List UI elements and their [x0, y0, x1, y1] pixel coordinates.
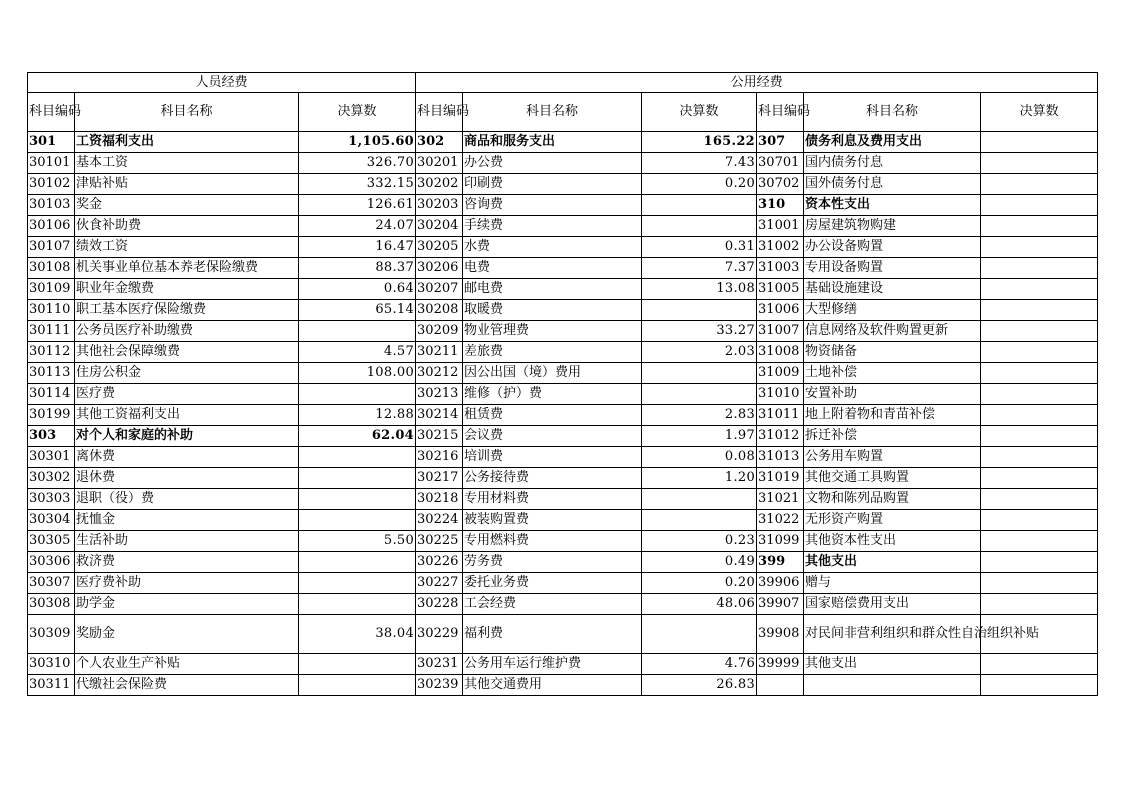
account-code-cell: 31008: [757, 342, 804, 363]
amount-cell: 1.20: [642, 468, 757, 489]
account-name-cell: 专用燃料费: [463, 531, 642, 552]
account-code-cell: 30229: [416, 615, 463, 654]
account-name-cell: 助学金: [75, 594, 299, 615]
account-code-cell: 30208: [416, 300, 463, 321]
account-code-cell: 30311: [28, 675, 75, 696]
amount-cell: [981, 510, 1098, 531]
account-code-cell: 30206: [416, 258, 463, 279]
amount-cell: [299, 384, 416, 405]
account-code-cell: 30207: [416, 279, 463, 300]
account-name-cell: 个人农业生产补贴: [75, 654, 299, 675]
account-code-cell: 302: [416, 132, 463, 153]
amount-cell: [642, 363, 757, 384]
table-row: [28, 447, 1098, 468]
account-code-cell: 30213: [416, 384, 463, 405]
account-code-cell: 30302: [28, 468, 75, 489]
public-expense-header: 公用经费: [416, 73, 1098, 93]
amount-cell: [981, 300, 1098, 321]
amount-cell: 48.06: [642, 594, 757, 615]
account-name-cell: 工会经费: [463, 594, 642, 615]
account-name-cell: 拆迁补偿: [804, 426, 981, 447]
amount-cell: 0.20: [642, 573, 757, 594]
account-name-cell: 租赁费: [463, 405, 642, 426]
column-header-row: [28, 93, 1098, 132]
column-header-code: 科目编码: [757, 93, 804, 132]
account-code-cell: 30215: [416, 426, 463, 447]
account-code-cell: 30218: [416, 489, 463, 510]
amount-cell: [981, 279, 1098, 300]
amount-cell: 126.61: [299, 195, 416, 216]
account-name-cell: 专用设备购置: [804, 258, 981, 279]
table-row: [28, 384, 1098, 405]
account-name-cell: 债务利息及费用支出: [804, 132, 981, 153]
account-name-cell: 伙食补助费: [75, 216, 299, 237]
amount-cell: 0.23: [642, 531, 757, 552]
account-name-cell: 国内债务付息: [804, 153, 981, 174]
amount-cell: [642, 300, 757, 321]
table-row: [28, 237, 1098, 258]
account-code-cell: 30301: [28, 447, 75, 468]
amount-cell: [642, 216, 757, 237]
account-code-cell: 399: [757, 552, 804, 573]
account-name-cell: 其他交通费用: [463, 675, 642, 696]
table-row: [28, 510, 1098, 531]
table-row: [28, 573, 1098, 594]
account-code-cell: 30107: [28, 237, 75, 258]
account-name-cell: 其他支出: [804, 654, 981, 675]
table-row: [28, 552, 1098, 573]
account-name-cell: 退休费: [75, 468, 299, 489]
account-code-cell: 30224: [416, 510, 463, 531]
account-name-cell: 公务用车购置: [804, 447, 981, 468]
column-header-amount: 决算数: [299, 93, 416, 132]
account-name-cell: 被装购置费: [463, 510, 642, 531]
amount-cell: [299, 510, 416, 531]
amount-cell: [642, 384, 757, 405]
account-name-cell: 信息网络及软件购置更新: [804, 321, 981, 342]
table-row: [28, 675, 1098, 696]
amount-cell: [299, 594, 416, 615]
account-code-cell: 30108: [28, 258, 75, 279]
account-code-cell: 31003: [757, 258, 804, 279]
account-name-cell: 奖金: [75, 195, 299, 216]
account-code-cell: 30111: [28, 321, 75, 342]
amount-cell: [981, 468, 1098, 489]
amount-cell: 0.49: [642, 552, 757, 573]
account-code-cell: 301: [28, 132, 75, 153]
account-code-cell: 39906: [757, 573, 804, 594]
account-name-cell: 大型修缮: [804, 300, 981, 321]
amount-cell: 12.88: [299, 405, 416, 426]
account-code-cell: 31022: [757, 510, 804, 531]
table-row: [28, 342, 1098, 363]
amount-cell: [981, 363, 1098, 384]
account-name-cell: 其他交通工具购置: [804, 468, 981, 489]
amount-cell: 88.37: [299, 258, 416, 279]
account-code-cell: 31019: [757, 468, 804, 489]
amount-cell: [981, 132, 1098, 153]
table-body: [28, 132, 1098, 696]
account-name-cell: 因公出国（境）费用: [463, 363, 642, 384]
amount-cell: [981, 426, 1098, 447]
account-name-cell: 职工基本医疗保险缴费: [75, 300, 299, 321]
account-code-cell: 30225: [416, 531, 463, 552]
account-name-cell: 其他支出: [804, 552, 981, 573]
table-row: [28, 258, 1098, 279]
amount-cell: [981, 174, 1098, 195]
account-name-cell: 医疗费: [75, 384, 299, 405]
account-name-cell: 国外债务付息: [804, 174, 981, 195]
amount-cell: 2.83: [642, 405, 757, 426]
account-code-cell: 30310: [28, 654, 75, 675]
account-name-cell: 土地补偿: [804, 363, 981, 384]
account-code-cell: 31021: [757, 489, 804, 510]
account-name-cell: 对个人和家庭的补助: [75, 426, 299, 447]
group-header-row: [28, 73, 1098, 93]
account-name-cell: 物资储备: [804, 342, 981, 363]
amount-cell: [981, 675, 1098, 696]
table-row: [28, 489, 1098, 510]
amount-cell: [981, 342, 1098, 363]
amount-cell: 2.03: [642, 342, 757, 363]
account-name-cell: 绩效工资: [75, 237, 299, 258]
account-code-cell: 30701: [757, 153, 804, 174]
column-header-code: 科目编码: [416, 93, 463, 132]
account-name-cell: 物业管理费: [463, 321, 642, 342]
table-row: [28, 174, 1098, 195]
account-name-cell: 邮电费: [463, 279, 642, 300]
account-code-cell: 31006: [757, 300, 804, 321]
account-name-cell: 代缴社会保险费: [75, 675, 299, 696]
account-code-cell: 30205: [416, 237, 463, 258]
account-code-cell: 30204: [416, 216, 463, 237]
amount-cell: 4.76: [642, 654, 757, 675]
account-name-cell: 国家赔偿费用支出: [804, 594, 981, 615]
column-header-name: 科目名称: [463, 93, 642, 132]
account-name-cell: 咨询费: [463, 195, 642, 216]
table-row: [28, 405, 1098, 426]
account-code-cell: 30103: [28, 195, 75, 216]
account-name-cell: 赠与: [804, 573, 981, 594]
account-code-cell: 31009: [757, 363, 804, 384]
amount-cell: [299, 447, 416, 468]
account-code-cell: 30216: [416, 447, 463, 468]
account-name-cell: 工资福利支出: [75, 132, 299, 153]
table-row: [28, 321, 1098, 342]
account-code-cell: 31011: [757, 405, 804, 426]
table-row: [28, 216, 1098, 237]
account-name-cell: 取暖费: [463, 300, 642, 321]
account-name-cell: 差旅费: [463, 342, 642, 363]
amount-cell: 33.27: [642, 321, 757, 342]
account-name-cell: 职业年金缴费: [75, 279, 299, 300]
account-code-cell: 31012: [757, 426, 804, 447]
account-name-cell: 住房公积金: [75, 363, 299, 384]
table-row: [28, 426, 1098, 447]
amount-cell: [299, 654, 416, 675]
amount-cell: [981, 258, 1098, 279]
account-name-cell: 基础设施建设: [804, 279, 981, 300]
amount-cell: [299, 675, 416, 696]
account-code-cell: 31002: [757, 237, 804, 258]
amount-cell: 332.15: [299, 174, 416, 195]
amount-cell: 0.08: [642, 447, 757, 468]
amount-cell: [299, 489, 416, 510]
account-code-cell: 30214: [416, 405, 463, 426]
amount-cell: [981, 384, 1098, 405]
amount-cell: 65.14: [299, 300, 416, 321]
account-name-cell: 其他资本性支出: [804, 531, 981, 552]
amount-cell: 16.47: [299, 237, 416, 258]
account-name-cell: 离休费: [75, 447, 299, 468]
account-name-cell: 办公费: [463, 153, 642, 174]
amount-cell: 38.04: [299, 615, 416, 654]
amount-cell: 1.97: [642, 426, 757, 447]
account-name-cell: 商品和服务支出: [463, 132, 642, 153]
amount-cell: [981, 195, 1098, 216]
amount-cell: [981, 552, 1098, 573]
account-code-cell: 30217: [416, 468, 463, 489]
account-code-cell: 30203: [416, 195, 463, 216]
account-name-cell: [804, 675, 981, 696]
account-code-cell: 30110: [28, 300, 75, 321]
amount-cell: [981, 321, 1098, 342]
account-code-cell: 30308: [28, 594, 75, 615]
amount-cell: [642, 615, 757, 654]
table-row: [28, 531, 1098, 552]
account-name-cell: 文物和陈列品购置: [804, 489, 981, 510]
account-code-cell: 30227: [416, 573, 463, 594]
account-code-cell: 310: [757, 195, 804, 216]
account-name-cell: 医疗费补助: [75, 573, 299, 594]
amount-cell: 0.20: [642, 174, 757, 195]
amount-cell: 326.70: [299, 153, 416, 174]
column-header-name: 科目名称: [804, 93, 981, 132]
account-code-cell: 30212: [416, 363, 463, 384]
amount-cell: [981, 489, 1098, 510]
account-name-cell: 安置补助: [804, 384, 981, 405]
column-header-name: 科目名称: [75, 93, 299, 132]
account-code-cell: 30307: [28, 573, 75, 594]
account-code-cell: 30112: [28, 342, 75, 363]
table-row: [28, 300, 1098, 321]
account-code-cell: 30309: [28, 615, 75, 654]
account-code-cell: 31007: [757, 321, 804, 342]
account-name-cell: 福利费: [463, 615, 642, 654]
account-name-cell: 手续费: [463, 216, 642, 237]
amount-cell: [299, 573, 416, 594]
account-name-cell: 劳务费: [463, 552, 642, 573]
amount-cell: 26.83: [642, 675, 757, 696]
account-code-cell: 30226: [416, 552, 463, 573]
amount-cell: [981, 594, 1098, 615]
amount-cell: [981, 654, 1098, 675]
account-name-cell: 培训费: [463, 447, 642, 468]
amount-cell: 5.50: [299, 531, 416, 552]
account-name-cell: 对民间非营利组织和群众性自治组织补贴: [804, 615, 981, 654]
account-name-cell: 奖励金: [75, 615, 299, 654]
account-code-cell: 30113: [28, 363, 75, 384]
account-code-cell: [757, 675, 804, 696]
account-code-cell: 30201: [416, 153, 463, 174]
amount-cell: [642, 195, 757, 216]
amount-cell: 165.22: [642, 132, 757, 153]
amount-cell: [299, 552, 416, 573]
account-code-cell: 307: [757, 132, 804, 153]
column-header-code: 科目编码: [28, 93, 75, 132]
table-row: [28, 363, 1098, 384]
account-name-cell: 办公设备购置: [804, 237, 981, 258]
account-code-cell: 30114: [28, 384, 75, 405]
account-name-cell: 水费: [463, 237, 642, 258]
table-row: [28, 279, 1098, 300]
account-code-cell: 30202: [416, 174, 463, 195]
table-row: [28, 195, 1098, 216]
amount-cell: [299, 321, 416, 342]
table-row: [28, 654, 1098, 675]
amount-cell: 7.43: [642, 153, 757, 174]
account-name-cell: 救济费: [75, 552, 299, 573]
account-name-cell: 印刷费: [463, 174, 642, 195]
account-code-cell: 31099: [757, 531, 804, 552]
table-row: [28, 132, 1098, 153]
account-code-cell: 31001: [757, 216, 804, 237]
account-code-cell: 30228: [416, 594, 463, 615]
account-code-cell: 30199: [28, 405, 75, 426]
account-name-cell: 专用材料费: [463, 489, 642, 510]
amount-cell: 1,105.60: [299, 132, 416, 153]
amount-cell: 0.31: [642, 237, 757, 258]
account-code-cell: 30305: [28, 531, 75, 552]
amount-cell: 13.08: [642, 279, 757, 300]
amount-cell: 4.57: [299, 342, 416, 363]
amount-cell: [981, 573, 1098, 594]
amount-cell: [299, 468, 416, 489]
amount-cell: [642, 489, 757, 510]
account-name-cell: 退职（役）费: [75, 489, 299, 510]
account-code-cell: 31013: [757, 447, 804, 468]
account-name-cell: 基本工资: [75, 153, 299, 174]
amount-cell: [981, 531, 1098, 552]
amount-cell: 24.07: [299, 216, 416, 237]
amount-cell: [981, 447, 1098, 468]
account-code-cell: 39999: [757, 654, 804, 675]
account-name-cell: 生活补助: [75, 531, 299, 552]
account-code-cell: 30306: [28, 552, 75, 573]
account-name-cell: 其他社会保障缴费: [75, 342, 299, 363]
column-header-amount: 决算数: [981, 93, 1098, 132]
amount-cell: [981, 405, 1098, 426]
account-code-cell: 30109: [28, 279, 75, 300]
table-row: [28, 615, 1098, 654]
account-code-cell: 30101: [28, 153, 75, 174]
table-row: [28, 468, 1098, 489]
account-code-cell: 30702: [757, 174, 804, 195]
amount-cell: [981, 237, 1098, 258]
account-code-cell: 30102: [28, 174, 75, 195]
account-code-cell: 30211: [416, 342, 463, 363]
amount-cell: [642, 510, 757, 531]
account-code-cell: 30239: [416, 675, 463, 696]
amount-cell: 0.64: [299, 279, 416, 300]
budget-table: [27, 72, 1098, 696]
account-name-cell: 资本性支出: [804, 195, 981, 216]
account-name-cell: 抚恤金: [75, 510, 299, 531]
account-code-cell: 30304: [28, 510, 75, 531]
account-name-cell: 其他工资福利支出: [75, 405, 299, 426]
account-name-cell: 电费: [463, 258, 642, 279]
account-code-cell: 30209: [416, 321, 463, 342]
amount-cell: [981, 216, 1098, 237]
account-name-cell: 公务员医疗补助缴费: [75, 321, 299, 342]
account-code-cell: 39908: [757, 615, 804, 654]
account-name-cell: 会议费: [463, 426, 642, 447]
amount-cell: 7.37: [642, 258, 757, 279]
column-header-amount: 决算数: [642, 93, 757, 132]
account-name-cell: 维修（护）费: [463, 384, 642, 405]
account-code-cell: 30106: [28, 216, 75, 237]
account-name-cell: 津贴补贴: [75, 174, 299, 195]
amount-cell: [981, 153, 1098, 174]
account-code-cell: 30231: [416, 654, 463, 675]
account-name-cell: 委托业务费: [463, 573, 642, 594]
amount-cell: 62.04: [299, 426, 416, 447]
account-name-cell: 地上附着物和青苗补偿: [804, 405, 981, 426]
account-code-cell: 31010: [757, 384, 804, 405]
account-code-cell: 31005: [757, 279, 804, 300]
account-name-cell: 房屋建筑物购建: [804, 216, 981, 237]
personnel-expense-header: 人员经费: [28, 73, 416, 93]
amount-cell: 108.00: [299, 363, 416, 384]
account-name-cell: 公务接待费: [463, 468, 642, 489]
account-code-cell: 30303: [28, 489, 75, 510]
account-name-cell: 公务用车运行维护费: [463, 654, 642, 675]
account-name-cell: 机关事业单位基本养老保险缴费: [75, 258, 299, 279]
account-name-cell: 无形资产购置: [804, 510, 981, 531]
account-code-cell: 303: [28, 426, 75, 447]
account-code-cell: 39907: [757, 594, 804, 615]
table-row: [28, 594, 1098, 615]
table-row: [28, 153, 1098, 174]
